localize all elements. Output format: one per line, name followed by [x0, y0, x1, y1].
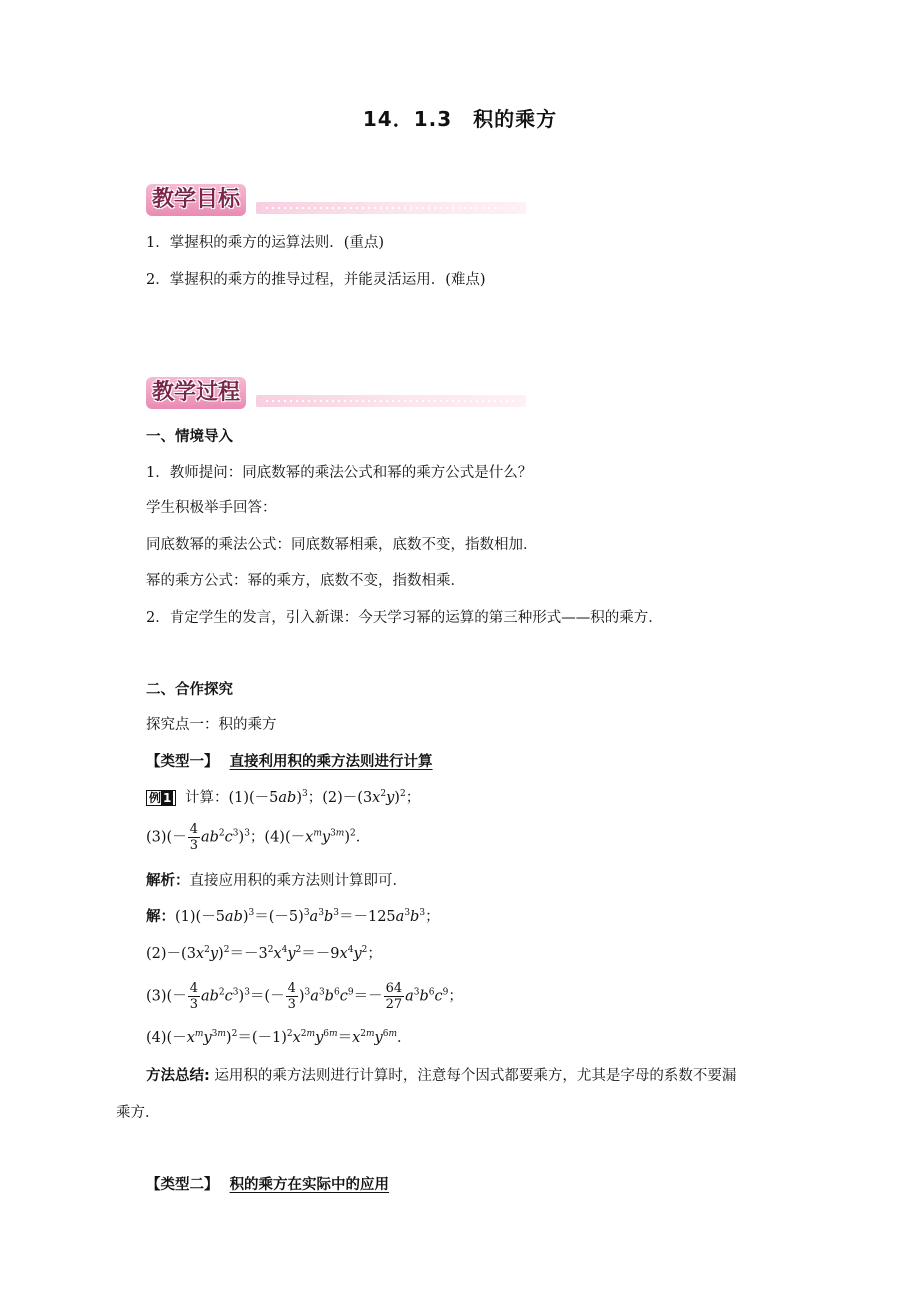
goals-banner [146, 184, 526, 218]
summary-label: 方法总结: [146, 1068, 210, 1084]
analysis-text: 直接应用积的乘方法则计算即可． [189, 873, 407, 889]
analysis-line [146, 871, 407, 891]
fraction: $\frac{4}{3}$ [189, 981, 198, 1012]
banner-decoration [256, 395, 526, 407]
analysis-label: 解析： [146, 873, 190, 889]
process-heading: 教学过程 [146, 377, 246, 409]
fraction: $\frac{4}{3}$ [287, 981, 296, 1012]
type1-tag: 【类型一】 [146, 754, 219, 770]
page-title: 14．1.3 积的乘方 [362, 107, 558, 131]
example-1-line-2: (3)(－ $\frac{4}{3}$ $ab^2c^3)^3$；$(4)(-x^my^{3m})^2$． [146, 822, 371, 853]
goal-item-1: 1．掌握积的乘方的运算法则．(重点) [146, 235, 385, 251]
explore-point: 探究点一：积的乘方 [146, 717, 277, 733]
solution-label: 解： [146, 909, 175, 925]
part1-line-4: 幂的乘方公式：幂的乘方，底数不变，指数相乘． [146, 573, 465, 589]
example-1-line: 例 1 计算：$(1)(-5ab)^3$；$(2)-(3x^2y)^2$； [146, 788, 420, 808]
example-badge: 例 1 [146, 790, 176, 806]
type2-title: 积的乘方在实际中的应用 [229, 1177, 390, 1193]
part2-heading: 二、合作探究 [146, 682, 233, 698]
type2-header [146, 1175, 389, 1195]
type2-tag: 【类型二】 [146, 1177, 219, 1193]
solution-line-2: $(2)-(3x^2y)^2=-3^2x^4y^2=-9x^4y^2$； [146, 945, 382, 962]
part1-line-2: 学生积极举手回答： [146, 500, 277, 516]
process-banner [146, 377, 526, 411]
part1-line-5: 2．肯定学生的发言，引入新课：今天学习幂的运算的第三种形式——积的乘方． [146, 610, 663, 626]
solution-line-1: 解：$(1)(-5ab)^3=(-5)^3a^3b^3=-125a^3b^3$； [146, 908, 440, 925]
type1-header [146, 752, 433, 772]
summary-text-1: 运用积的乘方法则进行计算时，注意每个因式都要乘方，尤其是字母的系数不要漏 [214, 1068, 737, 1084]
summary-line-1 [146, 1066, 736, 1086]
goals-heading: 教学目标 [146, 184, 246, 216]
example-prompt: 计算： [184, 790, 229, 806]
solution-line-3: (3)(－ $\frac{4}{3}$ $ab^2c^3)^3=(-$ $\frac{4}{3}$ )$^3a^3b^6c^9=-$ $\frac{64}{27}$ $a^3b^6c^9$； [146, 981, 463, 1012]
fraction: $\frac{4}{3}$ [189, 822, 198, 853]
solution-line-4: $(4)(-x^my^{3m})^2=(-1)^2x^{2m}y^{6m}=x^{2m}y^{6m}$． [146, 1029, 412, 1046]
summary-line-2: 乘方． [116, 1105, 160, 1121]
fraction: $\frac{64}{27}$ [385, 981, 403, 1012]
part1-heading: 一、情境导入 [146, 429, 233, 445]
type1-title: 直接利用积的乘方法则进行计算 [229, 754, 433, 770]
goal-item-2: 2．掌握积的乘方的推导过程，并能灵活运用．(难点) [146, 272, 486, 288]
part1-line-1: 1．教师提问：同底数幂的乘法公式和幂的乘方公式是什么？ [146, 465, 533, 481]
banner-decoration [256, 202, 526, 214]
part1-line-3: 同底数幂的乘法公式：同底数幂相乘，底数不变，指数相加． [146, 537, 538, 553]
